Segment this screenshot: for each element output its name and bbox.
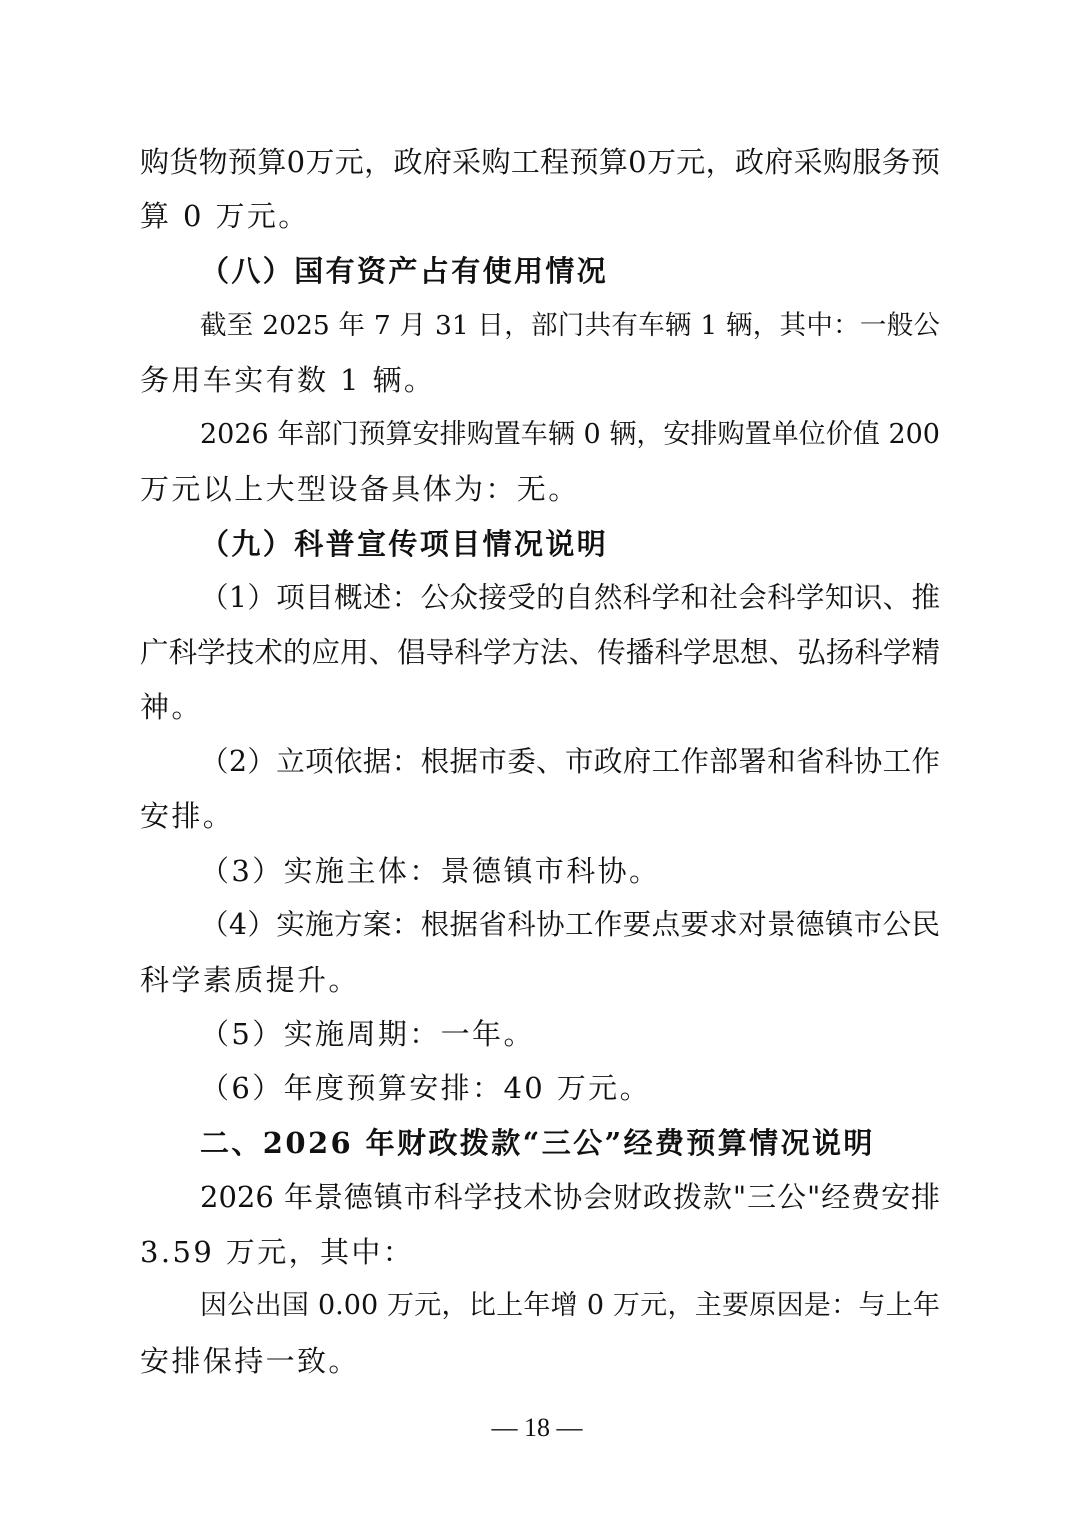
paragraph-line: 因公出国 0.00 万元，比上年增 0 万元，主要原因是：与上年	[200, 1290, 940, 1321]
paragraph-line: 安排。	[140, 799, 235, 833]
paragraph-line: 安排保持一致。	[140, 1344, 360, 1378]
paragraph-line: （4）实施方案：根据省科协工作要点要求对景德镇市公民	[200, 908, 940, 941]
paragraph-line: （6）年度预算安排：40 万元。	[200, 1071, 651, 1105]
section-heading: （八）国有资产占有使用情况	[200, 254, 609, 288]
paragraph-line: （2）立项依据：根据市委、市政府工作部署和省科协工作	[200, 745, 940, 778]
paragraph-line: 2026 年部门预算安排购置车辆 0 辆，安排购置单位价值 200	[200, 419, 940, 450]
paragraph-line: 截至 2025 年 7 月 31 日，部门共有车辆 1 辆，其中：一般公	[200, 310, 940, 341]
section-heading: （九）科普宣传项目情况说明	[200, 527, 609, 561]
paragraph-line: 3.59 万元，其中：	[140, 1235, 415, 1269]
paragraph-line: （5）实施周期：一年。	[200, 1017, 535, 1051]
paragraph-line: （1）项目概述：公众接受的自然科学和社会科学知识、推	[200, 581, 940, 614]
paragraph-line: 科学素质提升。	[140, 963, 360, 997]
paragraph-line: 购货物预算0万元，政府采购工程预算0万元，政府采购服务预	[140, 145, 940, 179]
paragraph-line: 务用车实有数 1 辆。	[140, 363, 436, 397]
paragraph-line: 神。	[140, 690, 203, 724]
paragraph-line: 算 0 万元。	[140, 199, 310, 233]
paragraph-line: 万元以上大型设备具体为：无。	[140, 472, 580, 506]
paragraph-line: 2026 年景德镇市科学技术协会财政拨款"三公"经费安排	[200, 1180, 940, 1214]
paragraph-line: 广科学技术的应用、倡导科学方法、传播科学思想、弘扬科学精	[140, 636, 940, 669]
section-heading: 二、2026 年财政拨款“三公”经费预算情况说明	[200, 1126, 875, 1160]
page-number: — 18 —	[491, 1413, 583, 1442]
paragraph-line: （3）实施主体：景德镇市科协。	[200, 854, 661, 888]
